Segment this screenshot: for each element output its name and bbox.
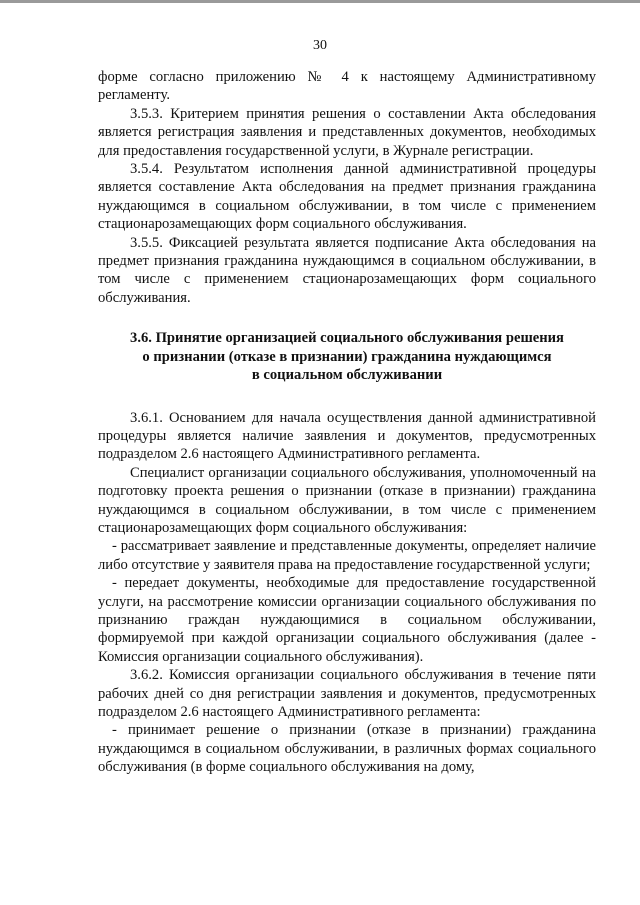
heading-line-1: 3.6. Принятие организацией социального обслуживания решения <box>130 330 564 347</box>
top-rule <box>0 0 640 3</box>
heading-line-2: о признании (отказе в признании) гражданина нуждающимся <box>142 348 552 365</box>
paragraph-specialist: Специалист организации социального обслуживания, уполномоченный на подготовку проекта решения о признании (отказе в признании) гражданина нуждающимся в социальном обслуживании, в том числе с применением стационарозамещающих форм социального обслуживания: <box>98 464 596 536</box>
list-item-review: - рассматривает заявление и представленные документы, определяет наличие либо отсутствие у заявителя права на предоставление государственной услуги; <box>98 538 596 573</box>
list-item-transfer: - передает документы, необходимые для предоставление государственной услуги, на рассмотрение комиссии организации социального обслуживания по признанию граждан нуждающимися в социальном обслуживании, формируемой при каждой организации социального обслуживания (далее - Комиссия организации социального обслуживания). <box>98 575 596 665</box>
paragraph-3-5-5: 3.5.5. Фиксацией результата является подписание Акта обследования на предмет признания гражданина нуждающимся в социальном обслуживании, в том числе с применением стационарозамещающих форм социального обслуживания. <box>98 234 596 306</box>
paragraph-3-5-4: 3.5.4. Результатом исполнения данной административной процедуры является составление Акта обследования на предмет признания гражданина нуждающимся в социальном обслуживании, в том числе с применением стационарозамещающих форм социального обслуживания. <box>98 161 596 233</box>
paragraph-3-5-3: 3.5.3. Критерием принятия решения о составлении Акта обследования является регистрация заявления и представленных документов, необходимых для предоставления государственной услуги, в Журнале регистрации. <box>98 105 596 159</box>
paragraph-3-6-1: 3.6.1. Основанием для начала осуществления данной административной процедуры является наличие заявления и документов, предусмотренных подразделом 2.6 настоящего Административного регламента. <box>98 409 596 463</box>
page-number: 30 <box>313 38 327 53</box>
paragraph-continuation: форме согласно приложению № 4 к настоящему Административному регламенту. <box>98 69 596 104</box>
list-item-decision: - принимает решение о признании (отказе в признании) гражданина нуждающимся в социальном обслуживании, в различных формах социального обслуживания (в форме социального обслуживания на дому, <box>98 722 596 776</box>
section-heading-3-6 <box>98 329 596 384</box>
heading-line-3: в социальном обслуживании <box>251 367 443 384</box>
paragraph-3-6-2: 3.6.2. Комиссия организации социального обслуживания в течение пяти рабочих дней со дня регистрации заявления и документов, предусмотренных подразделом 2.6 настоящего Административного регламента: <box>98 667 596 720</box>
document-body <box>98 68 596 777</box>
